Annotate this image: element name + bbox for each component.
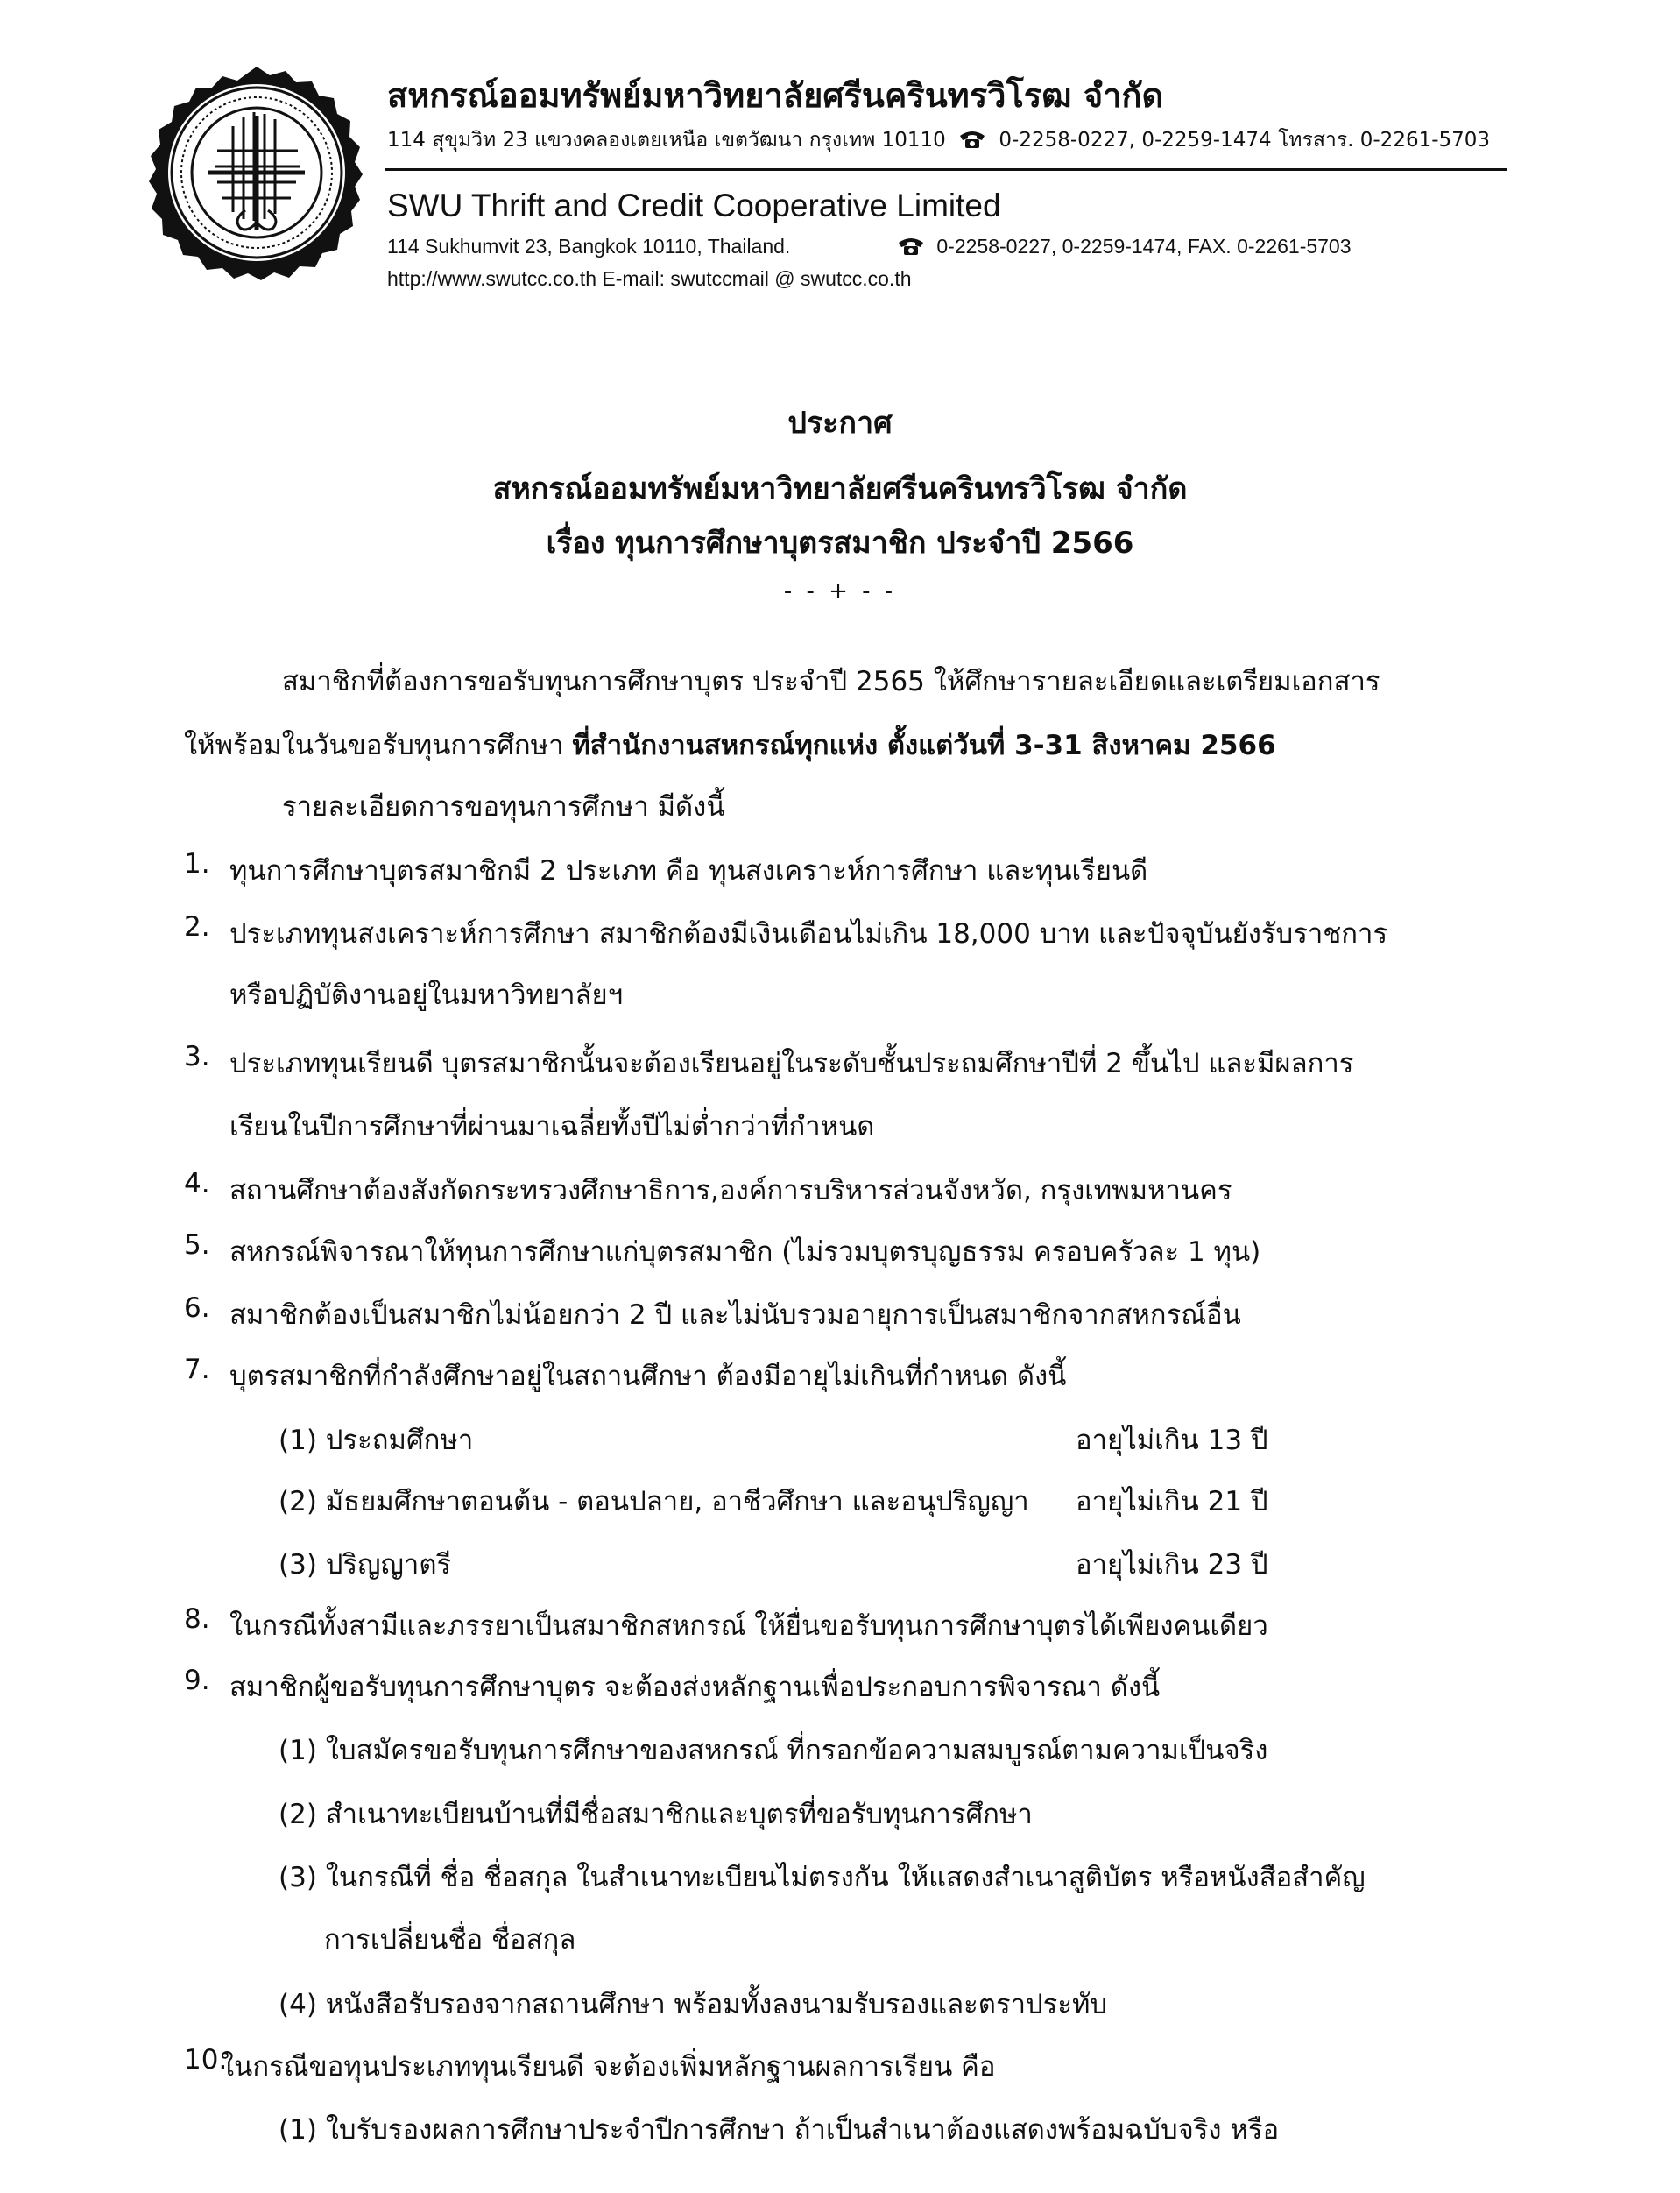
- item-number: 9.: [184, 1665, 210, 1696]
- intro-line-2-bold: ที่สำนักงานสหกรณ์ทุกแห่ง ตั้งแต่วันที่ 3-31 สิงหาคม 2566: [572, 730, 1276, 761]
- org-name-thai: สหกรณ์ออมทรัพย์มหาวิทยาลัยศรีนครินทรวิโรฒ จำกัด: [387, 76, 1164, 115]
- item-number: 8.: [184, 1603, 210, 1635]
- item-7-sub-2: (2) มัธยมศึกษาตอนต้น - ตอนปลาย, อาชีวศึกษา และอนุปริญญา: [279, 1486, 1029, 1517]
- cooperative-seal-logo: [147, 63, 366, 282]
- separator: - - + - -: [783, 578, 897, 605]
- intro-line-1: สมาชิกที่ต้องการขอรับทุนการศึกษาบุตร ประจำปี 2565 ให้ศึกษารายละเอียดและเตรียมเอกสาร: [282, 666, 1380, 697]
- announcement-org: สหกรณ์ออมทรัพย์มหาวิทยาลัยศรีนครินทรวิโรฒ จำกัด: [492, 471, 1188, 506]
- item-number: 3.: [184, 1041, 210, 1072]
- telephone-icon: [957, 129, 987, 150]
- item-9-sub-1: (1) ใบสมัครขอรับทุนการศึกษาของสหกรณ์ ที่กรอกข้อความสมบูรณ์ตามความเป็นจริง: [279, 1735, 1268, 1766]
- item-1-text: ทุนการศึกษาบุตรสมาชิกมี 2 ประเภท คือ ทุนสงเคราะห์การศึกษา และทุนเรียนดี: [229, 855, 1148, 887]
- item-7-sub-3: (3) ปริญญาตรี: [279, 1549, 452, 1581]
- item-number: 6.: [184, 1292, 210, 1324]
- item-number: 10.: [184, 2044, 228, 2076]
- item-7-sub-1-age: อายุไม่เกิน 13 ปี: [1076, 1425, 1268, 1456]
- item-10-sub-1: (1) ใบรับรองผลการศึกษาประจำปีการศึกษา ถ้าเป็นสำเนาต้องแสดงพร้อมฉบับจริง หรือ: [279, 2114, 1280, 2146]
- item-7-text: บุตรสมาชิกที่กำลังศึกษาอยู่ในสถานศึกษา ต้องมีอายุไม่เกินที่กำหนด ดังนี้: [229, 1361, 1067, 1392]
- item-7-sub-1: (1) ประถมศึกษา: [279, 1425, 474, 1456]
- org-name-english: SWU Thrift and Credit Cooperative Limited: [387, 187, 1001, 223]
- letterhead-divider: [385, 168, 1507, 171]
- item-number: 7.: [184, 1354, 210, 1385]
- item-6-text: สมาชิกต้องเป็นสมาชิกไม่น้อยกว่า 2 ปี และไม่นับรวมอายุการเป็นสมาชิกจากสหกรณ์อื่น: [229, 1299, 1241, 1331]
- item-7-sub-2-age: อายุไม่เกิน 21 ปี: [1076, 1486, 1268, 1517]
- item-3-continuation: เรียนในปีการศึกษาที่ผ่านมาเฉลี่ยทั้งปีไม่ต่ำกว่าที่กำหนด: [229, 1111, 875, 1142]
- address-thai: [387, 124, 1490, 156]
- item-9-sub-3-continuation: การเปลี่ยนชื่อ ชื่อสกุล: [324, 1924, 576, 1956]
- item-7-sub-3-age: อายุไม่เกิน 23 ปี: [1076, 1549, 1268, 1581]
- phones-english: 0-2258-0227, 0-2259-1474, FAX. 0-2261-5703: [936, 235, 1352, 258]
- address-english-text: 114 Sukhumvit 23, Bangkok 10110, Thailand.: [387, 235, 791, 258]
- address-thai-text: 114 สุขุมวิท 23 แขวงคลองเตยเหนือ เขตวัฒนา กรุงเทพ 10110: [387, 129, 946, 152]
- item-9-sub-2: (2) สำเนาทะเบียนบ้านที่มีชื่อสมาชิกและบุตรที่ขอรับทุนการศึกษา: [279, 1799, 1033, 1830]
- item-2-continuation: หรือปฏิบัติงานอยู่ในมหาวิทยาลัยฯ: [229, 980, 624, 1011]
- details-heading: รายละเอียดการขอทุนการศึกษา มีดังนี้: [282, 791, 725, 823]
- item-9-sub-4: (4) หนังสือรับรองจากสถานศึกษา พร้อมทั้งลงนามรับรองและตราประทับ: [279, 1989, 1108, 2020]
- item-5-text: สหกรณ์พิจารณาให้ทุนการศึกษาแก่บุตรสมาชิก (ไม่รวมบุตรบุญธรรม ครอบครัวละ 1 ทุน): [229, 1236, 1261, 1268]
- item-number: 2.: [184, 911, 210, 943]
- phones-thai: 0-2258-0227, 0-2259-1474 โทรสาร. 0-2261-5703: [999, 129, 1491, 152]
- intro-line-2: [184, 723, 1276, 767]
- item-number: 1.: [184, 848, 210, 880]
- item-2-text: ประเภททุนสงเคราะห์การศึกษา สมาชิกต้องมีเงินเดือนไม่เกิน 18,000 บาท และปัจจุบันยังรับราชการ: [229, 918, 1388, 950]
- website-email: http://www.swutcc.co.th E-mail: swutccmail @ swutcc.co.th: [387, 267, 912, 290]
- announcement-subject: เรื่อง ทุนการศึกษาบุตรสมาชิก ประจำปี 2566: [546, 526, 1134, 561]
- item-9-sub-3: (3) ในกรณีที่ ชื่อ ชื่อสกุล ในสำเนาทะเบียนไม่ตรงกัน ให้แสดงสำเนาสูติบัตร หรือหนังสือสำคัญ: [279, 1862, 1366, 1893]
- item-number: 4.: [184, 1168, 210, 1199]
- item-8-text: ในกรณีทั้งสามีและภรรยาเป็นสมาชิกสหกรณ์ ให้ยื่นขอรับทุนการศึกษาบุตรได้เพียงคนเดียว: [229, 1610, 1268, 1642]
- intro-line-2-plain: ให้พร้อมในวันขอรับทุนการศึกษา: [184, 730, 573, 761]
- phones-english-group: [891, 235, 1352, 258]
- item-4-text: สถานศึกษาต้องสังกัดกระทรวงศึกษาธิการ,องค์การบริหารส่วนจังหวัด, กรุงเทพมหานคร: [229, 1175, 1232, 1206]
- announcement-title: ประกาศ: [787, 406, 893, 441]
- item-10-text: ในกรณีขอทุนประเภททุนเรียนดี จะต้องเพิ่มหลักฐานผลการเรียน คือ: [221, 2051, 996, 2083]
- item-9-text: สมาชิกผู้ขอรับทุนการศึกษาบุตร จะต้องส่งหลักฐานเพื่อประกอบการพิจารณา ดังนี้: [229, 1672, 1161, 1703]
- item-number: 5.: [184, 1229, 210, 1261]
- item-3-text: ประเภททุนเรียนดี บุตรสมาชิกนั้นจะต้องเรียนอยู่ในระดับชั้นประถมศึกษาปีที่ 2 ขึ้นไป และมีผลการ: [229, 1048, 1354, 1079]
- telephone-icon: [896, 236, 926, 257]
- address-english: [387, 235, 1352, 258]
